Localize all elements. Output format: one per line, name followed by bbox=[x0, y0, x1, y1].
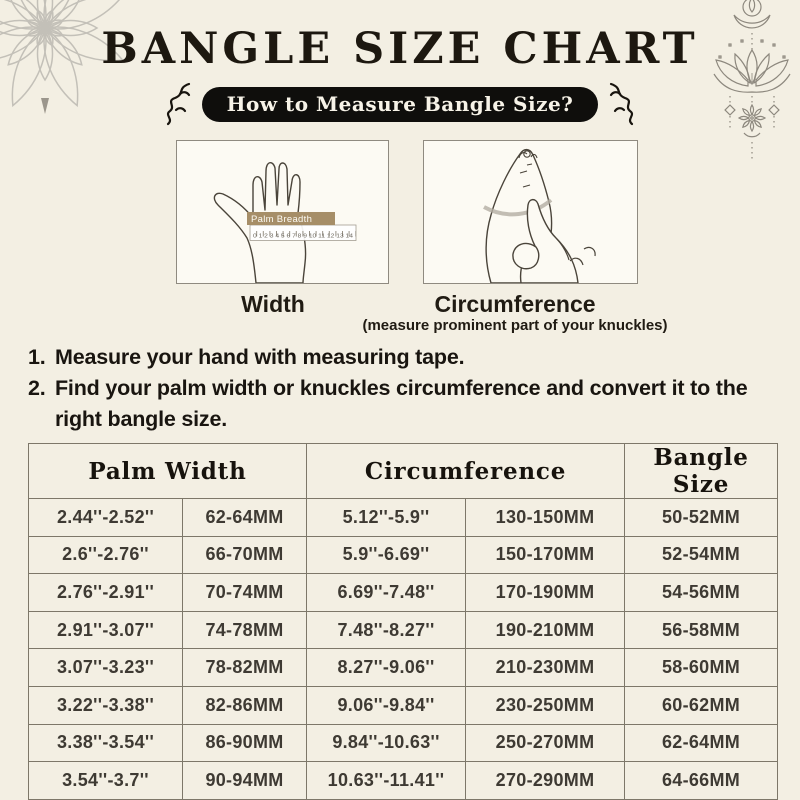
instructions-list bbox=[28, 342, 776, 435]
bangle-size-table bbox=[28, 443, 778, 800]
palm-width-inches-cell: 3.07''-3.23'' bbox=[29, 649, 183, 687]
circumference-inches-cell: 9.06''-9.84'' bbox=[307, 686, 466, 724]
page-title: BANGLE SIZE CHART bbox=[101, 24, 699, 74]
palm-width-mm-cell: 78-82MM bbox=[183, 649, 307, 687]
how-to-measure-pill bbox=[202, 87, 599, 122]
palm-width-illustration bbox=[176, 140, 389, 284]
bangle-size-cell: 60-62MM bbox=[625, 686, 778, 724]
table-row bbox=[29, 499, 778, 537]
ruler-drawing bbox=[250, 225, 356, 241]
palm-width-mm-cell: 66-70MM bbox=[183, 536, 307, 574]
circumference-caption: Circumference bbox=[434, 291, 596, 317]
table-row bbox=[29, 686, 778, 724]
palm-width-mm-cell: 62-64MM bbox=[183, 499, 307, 537]
palm-breadth-label: Palm Breadth bbox=[251, 214, 313, 225]
bangle-size-header: Bangle Size bbox=[625, 444, 778, 499]
bangle-size-cell: 54-56MM bbox=[625, 574, 778, 612]
circumference-inches-cell: 5.9''-6.69'' bbox=[307, 536, 466, 574]
palm-width-mm-cell: 90-94MM bbox=[183, 762, 307, 800]
bangle-size-cell: 56-58MM bbox=[625, 611, 778, 649]
palm-breadth-tag bbox=[247, 212, 335, 225]
knuckle-circumference-illustration bbox=[423, 140, 638, 284]
palm-width-inches-cell: 3.54''-3.7'' bbox=[29, 762, 183, 800]
pill-label: How to Measure Bangle Size? bbox=[226, 91, 574, 116]
palm-width-inches-cell: 3.38''-3.54'' bbox=[29, 724, 183, 762]
palm-width-inches-cell: 2.91''-3.07'' bbox=[29, 611, 183, 649]
squiggle-left-icon bbox=[159, 81, 193, 127]
circumference-inches-cell: 10.63''-11.41'' bbox=[307, 762, 466, 800]
circumference-inches-cell: 8.27''-9.06'' bbox=[307, 649, 466, 687]
palm-width-mm-cell: 70-74MM bbox=[183, 574, 307, 612]
bangle-size-cell: 58-60MM bbox=[625, 649, 778, 687]
palm-width-inches-cell: 2.76''-2.91'' bbox=[29, 574, 183, 612]
palm-width-header: Palm Width bbox=[29, 444, 307, 499]
palm-width-mm-cell: 82-86MM bbox=[183, 686, 307, 724]
circumference-inches-cell: 6.69''-7.48'' bbox=[307, 574, 466, 612]
palm-width-inches-cell: 2.44''-2.52'' bbox=[29, 499, 183, 537]
table-row bbox=[29, 574, 778, 612]
circumference-inches-cell: 9.84''-10.63'' bbox=[307, 724, 466, 762]
width-caption: Width bbox=[241, 291, 305, 317]
circumference-mm-cell: 210-230MM bbox=[466, 649, 625, 687]
circumference-mm-cell: 270-290MM bbox=[466, 762, 625, 800]
bangle-size-cell: 50-52MM bbox=[625, 499, 778, 537]
table-row bbox=[29, 724, 778, 762]
circumference-mm-cell: 150-170MM bbox=[466, 536, 625, 574]
step-number: 2. bbox=[28, 376, 46, 400]
step-text: Find your palm width or knuckles circumference and convert it to the right bangle size. bbox=[55, 376, 748, 431]
table-row bbox=[29, 536, 778, 574]
table-row bbox=[29, 611, 778, 649]
circumference-mm-cell: 130-150MM bbox=[466, 499, 625, 537]
step-number: 1. bbox=[28, 345, 46, 369]
bangle-size-cell: 64-66MM bbox=[625, 762, 778, 800]
circumference-header: Circumference bbox=[307, 444, 625, 499]
circumference-mm-cell: 250-270MM bbox=[466, 724, 625, 762]
circumference-mm-cell: 190-210MM bbox=[466, 611, 625, 649]
circumference-inches-cell: 5.12''-5.9'' bbox=[307, 499, 466, 537]
palm-width-mm-cell: 74-78MM bbox=[183, 611, 307, 649]
squiggle-right-icon bbox=[607, 81, 641, 127]
ruler-scale-numbers: 0 1 2 3 4 5 6 7 8 9 10 11 12 13 14 bbox=[253, 233, 354, 240]
palm-width-mm-cell: 86-90MM bbox=[183, 724, 307, 762]
instruction-step-1 bbox=[28, 342, 776, 373]
palm-width-inches-cell: 3.22''-3.38'' bbox=[29, 686, 183, 724]
table-row bbox=[29, 649, 778, 687]
bangle-size-cell: 52-54MM bbox=[625, 536, 778, 574]
bangle-size-cell: 62-64MM bbox=[625, 724, 778, 762]
table-row bbox=[29, 762, 778, 800]
palm-width-inches-cell: 2.6''-2.76'' bbox=[29, 536, 183, 574]
circumference-mm-cell: 170-190MM bbox=[466, 574, 625, 612]
circumference-mm-cell: 230-250MM bbox=[466, 686, 625, 724]
circumference-inches-cell: 7.48''-8.27'' bbox=[307, 611, 466, 649]
table-header-row bbox=[29, 444, 778, 499]
step-text: Measure your hand with measuring tape. bbox=[55, 345, 465, 369]
circumference-caption-note: (measure prominent part of your knuckles) bbox=[362, 317, 668, 334]
subtitle-row bbox=[0, 84, 800, 124]
instruction-step-2 bbox=[28, 373, 776, 435]
